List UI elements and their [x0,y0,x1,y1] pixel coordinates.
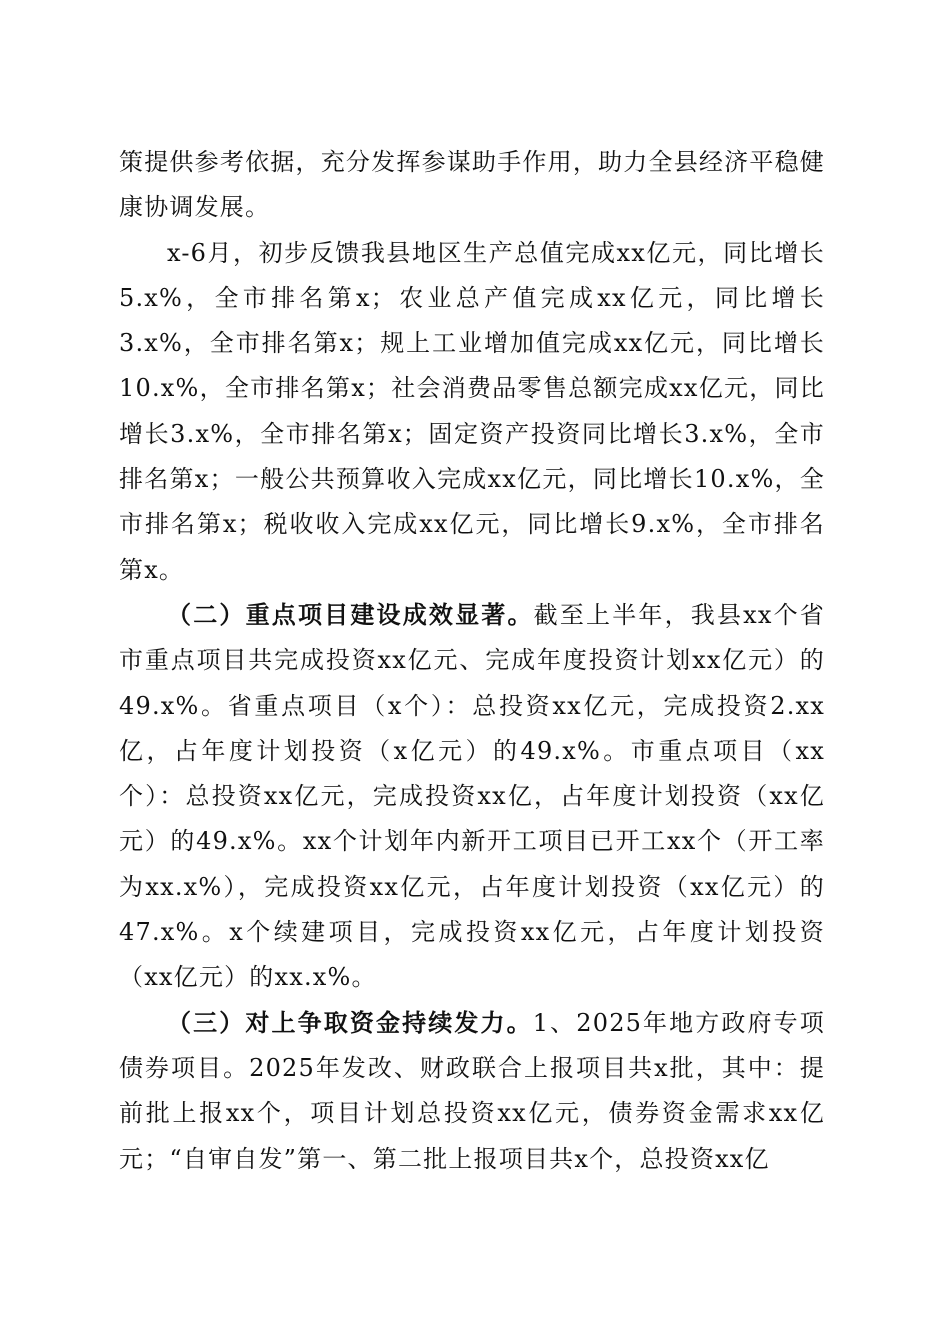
paragraph-text: 截至上半年，我县xx个省市重点项目共完成投资xx亿元、完成年度投资计划xx亿元）的49.x%。省重点项目（x个）：总投资xx亿元，完成投资2.xx亿，占年度计划投资（x亿元）的49.x%。市重点项目（xx个）：总投资xx亿元，完成投资xx亿，占年度计划投资（xx亿元）的49.x%。xx个计划年内新开工项目已开工xx个（开工率为xx.x%），完成投资xx亿元，占年度计划投资（xx亿元）的47.x%。x个续建项目，完成投资xx亿元，占年度计划投资（xx亿元）的xx.x%。 [119,600,825,992]
document-page [119,140,825,1182]
section-heading: （三）对上争取资金持续发力。 [167,1008,533,1037]
paragraph-text: 策提供参考依据，充分发挥参谋助手作用，助力全县经济平稳健康协调发展。 [119,148,825,222]
paragraph-text: 1、2025年地方政府专项债券项目。2025年发改、财政联合上报项目共x批，其中：提前批上报xx个，项目计划总投资xx亿元，债券资金需求xx亿元；“自审自发”第一、第二批上报项目共x个，总投资xx亿 [119,1008,825,1173]
section-heading: （二）重点项目建设成效显著。 [167,600,534,629]
paragraph-funding [119,1001,825,1182]
paragraph-text: x-6月，初步反馈我县地区生产总值完成xx亿元，同比增长5.x%，全市排名第x；农业总产值完成xx亿元，同比增长3.x%，全市排名第x；规上工业增加值完成xx亿元，同比增长10.x%，全市排名第x；社会消费品零售总额完成xx亿元，同比增长3.x%，全市排名第x；固定资产投资同比增长3.x%，全市排名第x；一般公共预算收入完成xx亿元，同比增长10.x%，全市排名第x；税收收入完成xx亿元，同比增长9.x%，全市排名第x。 [119,238,825,584]
paragraph-continuation [119,140,825,231]
paragraph-economic-indicators [119,231,825,593]
paragraph-key-projects [119,593,825,1001]
